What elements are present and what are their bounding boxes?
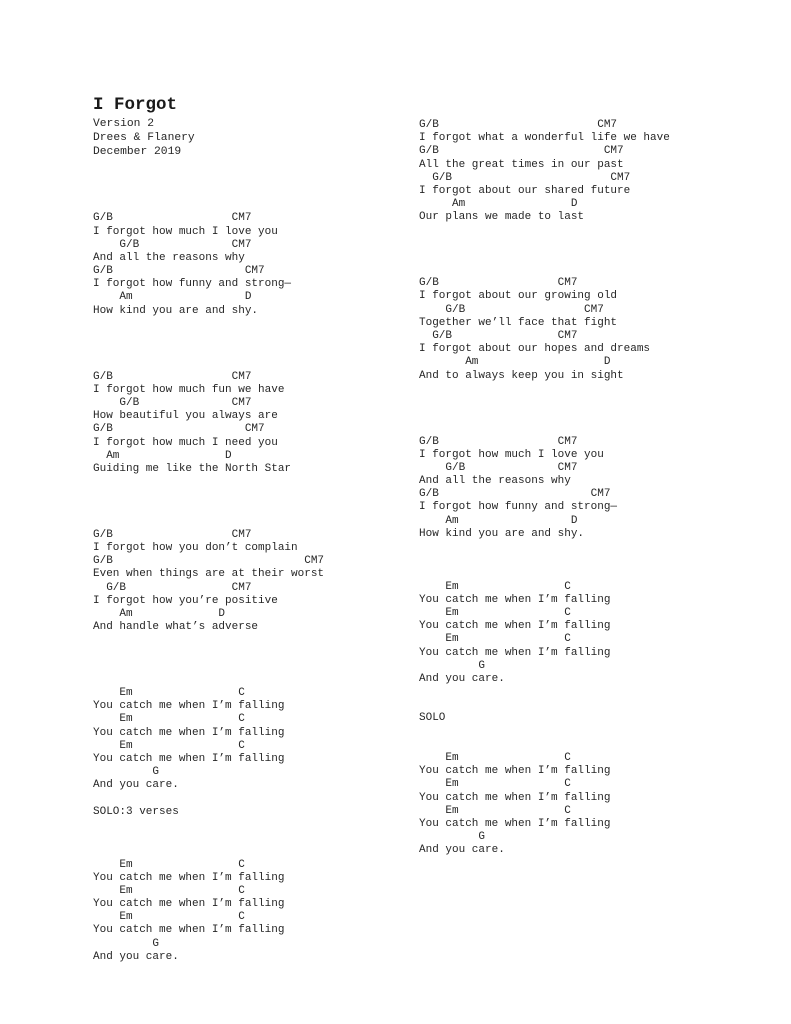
lyric-line: SOLO [419,712,446,725]
lyric-line: I forgot what a wonderful life we have [419,132,670,145]
blank-line [93,199,324,212]
lyric-line: You catch me when I’m falling [419,593,611,606]
blank-line [93,661,324,674]
song-authors: Drees & Flanery [93,132,195,145]
blank-line [93,845,324,858]
blank-line [93,160,324,173]
lyric-line: And all the reasons why [93,251,245,264]
lyric-line: Even when things are at their worst [93,568,325,581]
chord-line: G/B CM7 [419,488,611,501]
lyric-line: You catch me when I’m falling [419,817,611,830]
blank-line [419,567,670,580]
chord-line: Em C [93,739,245,752]
chord-line: G/B CM7 [419,119,618,131]
blank-line [419,739,670,752]
blank-line [93,186,324,199]
blank-line [419,686,670,699]
chord-line: G [419,831,486,844]
chord-line: G/B CM7 [419,435,578,448]
chord-line: Em C [93,687,245,700]
chord-line: G/B CM7 [419,461,578,474]
chord-line: G/B CM7 [419,277,578,290]
chord-line: G [419,659,486,672]
blank-line [419,422,670,435]
right-column [419,119,670,858]
lyric-line: And all the reasons why [419,475,571,488]
lyric-line: You catch me when I’m falling [419,765,611,778]
chord-line: G/B CM7 [419,303,604,316]
lyric-line: I forgot about our growing old [419,290,618,303]
lyric-line: I forgot about our hopes and dreams [419,343,651,356]
blank-line [93,648,324,661]
chord-line: Am D [93,607,226,620]
lyric-line: I forgot how much I love you [419,448,604,461]
chord-line: G/B CM7 [93,423,265,436]
lyric-line: Our plans we made to last [419,211,585,224]
lyric-line: And you care. [93,950,179,963]
chord-line: Em C [419,804,571,817]
chord-line: Am D [419,514,578,527]
song-date: December 2019 [93,146,182,159]
chord-line: G/B CM7 [93,265,265,278]
lyric-line: And you care. [419,672,505,685]
lyric-line: You catch me when I’m falling [93,898,285,911]
lyric-line: You catch me when I’m falling [419,646,611,659]
blank-line [419,541,670,554]
lyric-line: I forgot how funny and strong— [93,278,292,291]
chord-line: G/B CM7 [419,145,624,158]
blank-line [419,396,670,409]
lyric-line: Guiding me like the North Star [93,462,292,475]
chord-line: G/B CM7 [93,555,325,568]
chord-line: G [93,766,160,779]
blank-line [419,225,670,238]
blank-line [93,832,324,845]
chord-line: G/B CM7 [419,171,631,184]
blank-line [93,173,324,186]
blank-line [93,674,324,687]
blank-line [93,357,324,370]
left-column [93,95,324,964]
blank-line [419,238,670,251]
lyric-line: I forgot how you’re positive [93,594,278,607]
blank-line [419,264,670,277]
blank-line [93,476,324,489]
chord-line: G/B CM7 [93,581,252,594]
lyric-line: And handle what’s adverse [93,621,259,634]
left-lyrics-block [93,160,324,964]
lyric-line: How kind you are and shy. [419,527,585,540]
blank-line [93,793,324,806]
blank-line [419,726,670,739]
song-version: Version 2 [93,118,155,130]
lyric-line: You catch me when I’m falling [419,620,611,633]
chord-line: G/B CM7 [93,212,252,225]
chord-line: Am D [419,356,611,369]
chord-line: Am D [93,291,252,304]
blank-line [93,489,324,502]
chord-line: Em C [93,911,245,924]
chord-line: Em C [419,580,571,593]
lyric-line: I forgot how funny and strong— [419,501,618,514]
chord-line: G/B CM7 [93,238,252,251]
lyric-line: And you care. [419,844,505,857]
chord-line: Em C [93,884,245,897]
blank-line [419,251,670,264]
lyric-line: And you care. [93,779,179,792]
chord-line: Em C [419,752,571,764]
blank-line [93,819,324,832]
chord-line: G/B CM7 [93,528,252,541]
blank-line [419,554,670,567]
chord-line: Em C [419,778,571,791]
lyric-line: I forgot how much I love you [93,225,278,238]
lyric-line: All the great times in our past [419,158,624,171]
chord-line: G/B CM7 [93,396,252,409]
lyric-line: You catch me when I’m falling [93,753,285,765]
chord-line: Em C [419,606,571,619]
chord-line: Em C [93,713,245,726]
lyric-line: How kind you are and shy. [93,304,259,317]
blank-line [419,409,670,422]
blank-line [419,699,670,712]
blank-line [93,634,324,647]
lyric-line: I forgot about our shared future [419,184,631,197]
lyric-line: I forgot how you don’t complain [93,542,298,554]
lyric-line: Together we’ll face that fight [419,316,618,329]
lyric-line: You catch me when I’m falling [419,791,611,804]
chord-line: Em C [419,633,571,646]
blank-line [93,344,324,357]
lyric-line: I forgot how much I need you [93,436,278,449]
right-lyrics-block [419,119,670,858]
lyric-line: You catch me when I’m falling [93,924,285,937]
chord-line: Em C [93,858,245,871]
lyric-line: You catch me when I’m falling [93,700,285,713]
lyric-line: You catch me when I’m falling [93,871,285,884]
chord-line: G/B CM7 [93,370,252,383]
song-title: I Forgot [93,95,178,115]
chord-line: Am D [419,198,578,211]
chord-line: Am D [93,449,232,462]
lyric-line: You catch me when I’m falling [93,726,285,739]
blank-line [419,383,670,396]
chord-line: G [93,937,160,950]
chord-line: G/B CM7 [419,330,578,342]
lyric-line: SOLO:3 verses [93,805,179,818]
blank-line [93,502,324,515]
blank-line [93,331,324,344]
lyric-line: And to always keep you in sight [419,369,624,382]
blank-line [93,318,324,331]
lyric-line: How beautiful you always are [93,410,278,423]
lyric-line: I forgot how much fun we have [93,383,285,396]
blank-line [93,516,324,529]
